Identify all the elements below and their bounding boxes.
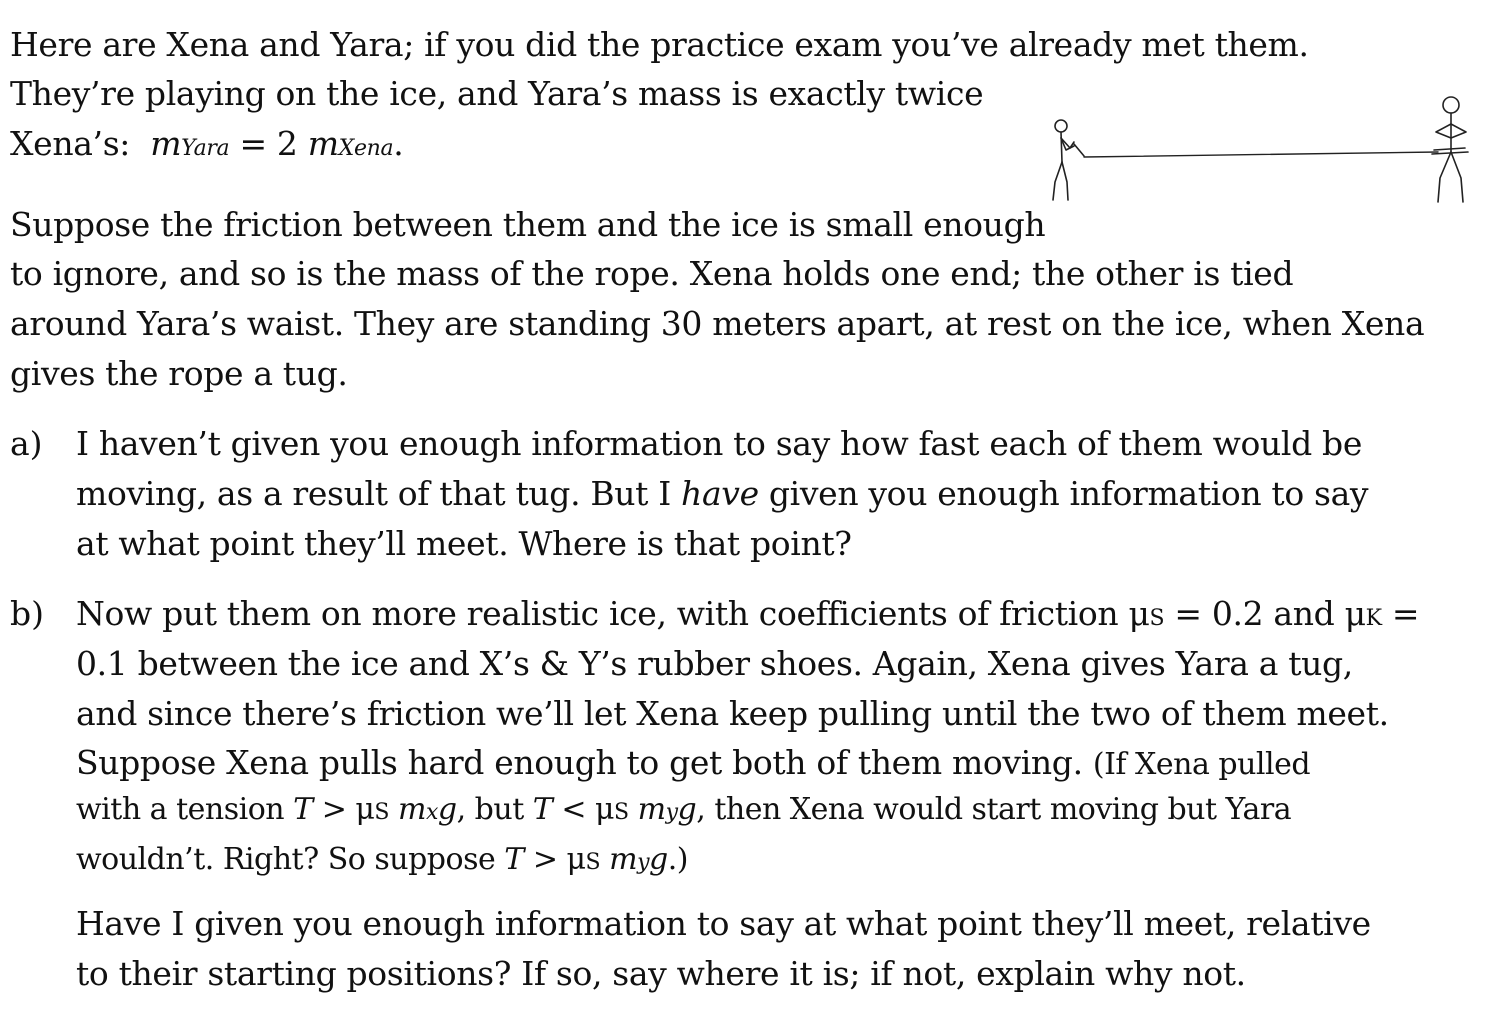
line6-my: m <box>600 842 638 877</box>
line5-g-2: g <box>677 792 697 827</box>
part-a-emphasis: have <box>681 474 759 513</box>
eq-end: . <box>393 124 404 163</box>
part-a-line-2-post: given you enough information to say <box>758 474 1369 513</box>
eq-m-yara: m <box>150 124 182 163</box>
part-b-line-1 <box>76 594 1419 639</box>
line5-mx: m <box>388 792 426 827</box>
part-b-question-1: Have I given you enough information to say at what point they’ll meet, relative <box>76 904 1371 943</box>
eq-mid: = 2 <box>229 124 308 163</box>
mu-s-subscript: S <box>1149 606 1165 631</box>
part-a-line-2 <box>76 474 1368 514</box>
eq-sub-xena: Xena <box>338 136 394 161</box>
para2-line-4: gives the rope a tug. <box>10 354 348 393</box>
tension-T-2: T <box>532 792 553 827</box>
line5-y-sub: y <box>665 800 678 825</box>
para2-line-2: to ignore, and so is the mass of the rope. Xena holds one end; the other is tied <box>10 254 1294 293</box>
tension-T: T <box>293 792 313 827</box>
part-b-line-2: 0.1 between the ice and X’s & Y’s rubber shoes. Again, Xena gives Yara a tug, <box>76 644 1353 683</box>
line5-mu-s-sub-2: S <box>614 800 629 825</box>
line6-g: g <box>649 842 668 877</box>
line6-b: .) <box>667 842 688 877</box>
part-b-line-1-mid: = 0.2 and μ <box>1164 594 1366 633</box>
part-b-line-1-post: = <box>1381 594 1420 633</box>
part-b-line-3: and since there’s friction we’ll let Xena keep pulling until the two of them meet. <box>76 694 1389 733</box>
part-a-label: a) <box>10 424 43 463</box>
eq-m-xena: m <box>307 124 339 163</box>
line5-mu-s-sub: S <box>374 800 389 825</box>
line5-x-sub: x <box>425 800 438 825</box>
intro-line-1: Here are Xena and Yara; if you did the practice exam you’ve already met them. <box>10 25 1309 64</box>
rope <box>1084 152 1438 157</box>
mu-k-subscript: K <box>1365 606 1382 631</box>
line5-c: , then Xena would start moving but Yara <box>696 792 1292 827</box>
part-a-line-1: I haven’t given you enough information to say how fast each of them would be <box>76 424 1363 463</box>
yara-figure <box>1432 97 1468 202</box>
line6-a: wouldn’t. Right? So suppose <box>76 842 505 877</box>
line5-gt: > μ <box>312 792 375 827</box>
part-b-line-4-pre: Suppose Xena pulls hard enough to get both of them moving. <box>76 743 1093 782</box>
tension-T-3: T <box>504 842 524 877</box>
line5-my: m <box>628 792 666 827</box>
part-b-line-4 <box>76 743 1310 785</box>
xena-yara-rope-figure <box>1040 90 1480 210</box>
part-b-label: b) <box>10 594 44 633</box>
line5-a: with a tension <box>76 792 294 827</box>
para2-line-3: around Yara’s waist. They are standing 30 meters apart, at rest on the ice, when Xena <box>10 304 1425 343</box>
line6-gt: > μ <box>523 842 586 877</box>
intro-xenas-label: Xena’s: <box>10 124 131 163</box>
part-a-line-2-pre: moving, as a result of that tug. But I <box>76 474 682 513</box>
part-a-line-3: at what point they’ll meet. Where is that point? <box>76 524 852 563</box>
line6-mu-s-sub: S <box>585 850 601 875</box>
part-b-line-6 <box>76 840 688 883</box>
xena-figure <box>1053 120 1084 200</box>
part-b-question-2: to their starting positions? If so, say where it is; if not, explain why not. <box>76 954 1246 993</box>
part-b-line-5 <box>76 790 1291 833</box>
para2-line-1: Suppose the friction between them and the ice is small enough <box>10 205 1046 244</box>
intro-line-3 <box>10 124 403 169</box>
part-b-line-1-pre: Now put them on more realistic ice, with coefficients of friction μ <box>76 594 1150 633</box>
line5-b: , but <box>456 792 533 827</box>
line5-g: g <box>437 792 457 827</box>
line6-y-sub: y <box>637 850 649 875</box>
line5-lt: < μ <box>552 792 615 827</box>
part-b-line-4-paren: (If Xena pulled <box>1092 747 1311 782</box>
intro-line-2: They’re playing on the ice, and Yara’s mass is exactly twice <box>10 74 984 113</box>
eq-sub-yara: Yara <box>181 136 230 161</box>
